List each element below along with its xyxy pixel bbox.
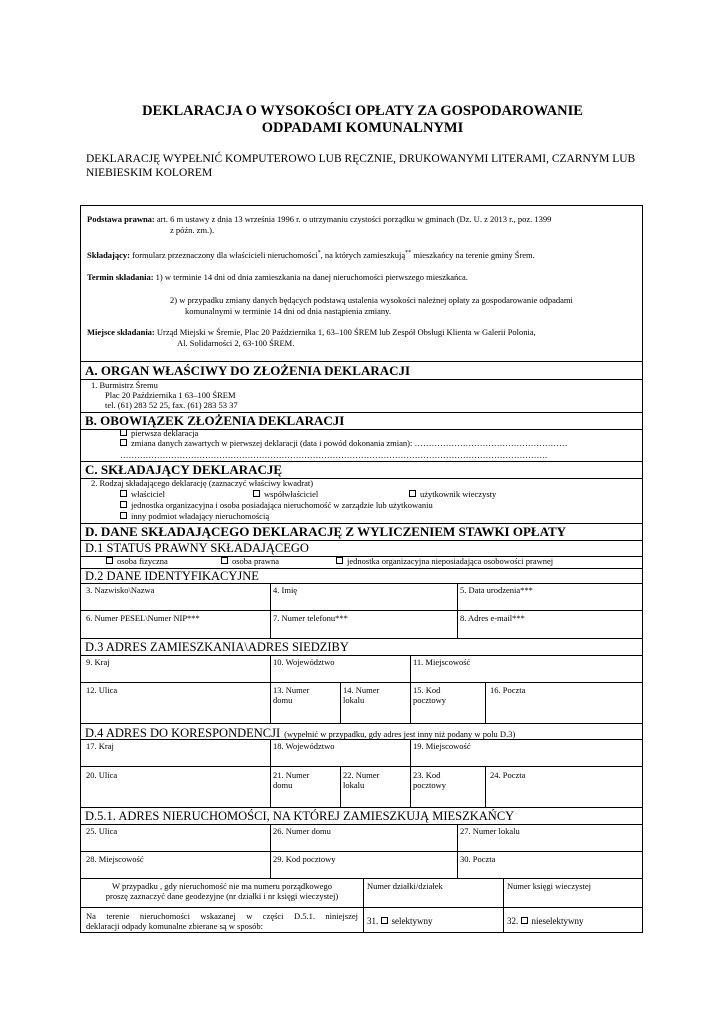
podstawa-prawna: [87, 214, 637, 225]
checkbox-nieselektywny[interactable]: [521, 917, 528, 924]
field-kor-ulica[interactable]: 20. Ulica: [86, 770, 118, 780]
field-kor-kod-pocztowy-l2: pocztowy: [413, 780, 447, 790]
option-jednostka-label: jednostka organizacyjna i osoba posiadająca nieruchomość w zarządzie lub użytkowaniu: [131, 500, 433, 510]
miejsce-info: [87, 327, 637, 338]
field-kod-pocztowy[interactable]: [413, 685, 446, 705]
option-uzytkownik[interactable]: [409, 489, 496, 500]
field-numer-ksiegi[interactable]: Numer księgi wieczystej: [507, 881, 592, 891]
organ-address-2: tel. (61) 283 52 25, fax. (61) 283 53 37: [105, 400, 238, 410]
field-kor-numer-domu-l2: domu: [273, 780, 293, 790]
option-osoba-prawna-label: osoba prawna: [232, 556, 279, 566]
sposob-zbierania-note: [86, 911, 358, 931]
declaration-form: [80, 205, 643, 933]
option-uzytkownik-label: użytkownik wieczysty: [420, 489, 497, 499]
d51-header: D.5.1. ADRES NIERUCHOMOŚCI, NA KTÓREJ ZAMIESZKUJĄ MIESZKAŃCY: [85, 809, 515, 823]
field-nier-poczta[interactable]: 30. Poczta: [460, 854, 496, 864]
field-numer-dzialki[interactable]: Numer działki/działek: [367, 881, 443, 891]
miejsce-2: Al. Solidarności 2, 63-100 ŚREM.: [177, 338, 295, 348]
field-numer-domu-l2: domu: [273, 695, 293, 705]
termin-2b: komunalnymi w terminie 14 dni od dnia nastąpienia zmiany.: [185, 306, 392, 316]
section-c-header: C. SKŁADAJĄCY DEKLARACJĘ: [85, 462, 283, 477]
section-c-item: 2. Rodzaj składającego deklarację (zaznaczyć właściwy kwadrat): [91, 478, 314, 488]
option-selektywny[interactable]: [367, 916, 433, 926]
field-numer-domu-l1: 13. Numer: [273, 685, 310, 695]
field-poczta[interactable]: 16. Poczta: [490, 685, 526, 695]
field-31-number: 31.: [367, 916, 379, 926]
checkbox-wlasciciel[interactable]: [120, 490, 127, 497]
field-numer-lokalu-l2: lokalu: [343, 695, 365, 705]
option-inny-label: inny podmiot władający nieruchomością: [131, 511, 270, 521]
geodezja-note: [86, 881, 358, 901]
geodezja-note-l1: W przypadku , gdy nieruchomość nie ma numeru porządkowego: [111, 881, 333, 891]
sposob-note-l2: deklaracji odpady komunalne zbierane są w sposób:: [86, 921, 264, 931]
termin-label: Termin składania:: [87, 272, 154, 282]
field-32-number: 32.: [507, 916, 519, 926]
geodezja-note-l2: proszę zaznaczyć dane geodezyjne (nr działki i nr księgi wieczystej): [105, 891, 339, 901]
field-kraj[interactable]: 9. Kraj: [86, 657, 110, 667]
zmiana-dots: …………………………………………………………………………………………………………………………………….: [120, 450, 548, 460]
field-nier-numer-domu[interactable]: 26. Numer domu: [273, 826, 331, 836]
checkbox-jednostka[interactable]: [120, 501, 127, 508]
d1-header: D.1 STATUS PRAWNY SKŁADAJĄCEGO: [85, 541, 309, 555]
field-miejscowosc[interactable]: 11. Miejscowość: [413, 657, 471, 667]
option-jednostka-nieposiadajaca-label: jednostka organizacyjna nieposiadająca osobowości prawnej: [347, 556, 554, 566]
skladajacy-text-a: formularz przeznaczony dla właścicieli nieruchomości: [132, 249, 318, 260]
option-osoba-prawna[interactable]: [221, 556, 279, 567]
title-line-1: DEKLARACJA O WYSOKOŚCI OPŁATY ZA GOSPODAROWANIE: [142, 103, 583, 119]
termin-info: [87, 272, 637, 283]
page-title: [60, 103, 665, 137]
termin-2a: 2) w przypadku zmiany danych będących podstawą ustalenia wysokości należnej opłaty za gospodarowanie odpadami: [170, 295, 573, 305]
option-zmiana[interactable]: [120, 438, 567, 449]
checkbox-zmiana[interactable]: [120, 439, 127, 446]
skladajacy-text-b: , na których zamieszkują: [320, 249, 406, 260]
checkbox-osoba-prawna[interactable]: [221, 557, 228, 564]
d4-header: D.4 ADRES DO KORESPONDENCJI: [85, 726, 281, 740]
section-a-item: 1. Burmistrz Śremu: [91, 380, 158, 390]
checkbox-osoba-fizyczna[interactable]: [106, 557, 113, 564]
podstawa-text: art. 6 m ustawy z dnia 13 września 1996 r. o utrzymaniu czystości porządku w gminach (Dz. U. z 2013 r., poz. 1399: [156, 214, 552, 224]
field-nier-miejscowosc[interactable]: 28. Miejscowość: [86, 854, 144, 864]
option-wlasciciel-label: właściciel: [131, 489, 165, 499]
field-kor-kod-pocztowy[interactable]: [413, 770, 446, 790]
field-numer-domu[interactable]: [273, 685, 309, 705]
field-kor-numer-domu-l1: 21. Numer: [273, 770, 310, 780]
termin-1: 1) w terminie 14 dni od dnia zamieszkania na danej nieruchomości pierwszego mieszkańca.: [155, 272, 468, 282]
field-kod-pocztowy-l2: pocztowy: [413, 695, 447, 705]
checkbox-wspolwlasciciel[interactable]: [253, 490, 260, 497]
option-nieselektywny-label: nieselektywny: [531, 916, 584, 926]
field-kod-pocztowy-l1: 15. Kod: [413, 685, 441, 695]
option-wspolwlasciciel[interactable]: [253, 489, 318, 500]
option-jednostka-nieposiadajaca[interactable]: [336, 556, 553, 567]
option-jednostka[interactable]: [120, 500, 433, 511]
section-d-header: D. DANE SKŁADAJĄCEGO DEKLARACJĘ Z WYLICZENIEM STAWKI OPŁATY: [85, 524, 567, 539]
field-kor-poczta[interactable]: 24. Poczta: [490, 770, 526, 780]
field-nier-kod-pocztowy[interactable]: 29. Kod pocztowy: [273, 854, 336, 864]
option-nieselektywny[interactable]: [507, 916, 584, 926]
checkbox-selektywny[interactable]: [381, 917, 388, 924]
field-kor-kod-pocztowy-l1: 23. Kod: [413, 770, 441, 780]
skladajacy-sup-1: *: [317, 250, 321, 256]
field-kor-wojewodztwo[interactable]: 18. Województwo: [273, 741, 335, 751]
d2-header: D.2 DANE IDENTYFIKACYJNE: [85, 569, 259, 583]
skladajacy-sup-2: **: [405, 250, 412, 256]
option-wlasciciel[interactable]: [120, 489, 165, 500]
field-telefon[interactable]: 7. Numer telefonu***: [273, 613, 348, 623]
checkbox-pierwsza[interactable]: [120, 429, 127, 436]
field-kor-numer-domu[interactable]: [273, 770, 309, 790]
skladajacy-info: [87, 248, 637, 260]
field-kor-numer-lokalu-l2: lokalu: [343, 780, 365, 790]
field-nazwisko[interactable]: 3. Nazwisko\Nazwa: [86, 585, 155, 595]
option-wspolwlasciciel-label: współwłaściciel: [264, 489, 319, 499]
checkbox-uzytkownik[interactable]: [409, 490, 416, 497]
podstawa-text-cont: z późn. zm.).: [170, 225, 215, 235]
field-kor-kraj[interactable]: 17. Kraj: [86, 741, 114, 751]
organ-address-1: Plac 20 Października 1 63–100 ŚREM: [105, 390, 236, 400]
field-kor-numer-lokalu-l1: 22. Numer: [343, 770, 380, 780]
section-b-header: B. OBOWIĄZEK ZŁOŻENIA DEKLARACJI: [85, 413, 345, 428]
field-kor-numer-lokalu[interactable]: [343, 770, 379, 790]
field-data-urodzenia[interactable]: 5. Data urodzenia***: [460, 585, 533, 595]
option-osoba-fizyczna-label: osoba fizyczna: [117, 556, 168, 566]
podstawa-label: Podstawa prawna:: [87, 214, 155, 224]
field-kor-miejscowosc[interactable]: 19. Miejscowość: [413, 741, 471, 751]
skladajacy-text-c: mieszkańcy na terenie gminy Śrem.: [411, 249, 535, 260]
skladajacy-label: Składający:: [87, 249, 130, 260]
field-imie[interactable]: 4. Imię: [273, 585, 298, 595]
title-line-2: ODPADAMI KOMUNALNYMI: [261, 120, 464, 136]
field-nier-numer-lokalu[interactable]: 27. Numer lokalu: [460, 826, 520, 836]
section-a-header: A. ORGAN WŁAŚCIWY DO ZŁOŻENIA DEKLARACJI: [85, 363, 411, 378]
checkbox-jednostka-nieposiadajaca[interactable]: [336, 557, 343, 564]
field-nier-ulica[interactable]: 25. Ulica: [86, 826, 118, 836]
d4-note: (wypełnić w przypadku, gdy adres jest inny niż podany w polu D.3): [284, 729, 516, 739]
sposob-note-l1: Na terenie nieruchomości wskazanej w części D.5.1. niniejszej: [86, 911, 358, 921]
miejsce-1: Urząd Miejski w Śremie, Plac 20 Października 1, 63–100 ŚREM lub Zespół Obsługi Klienta w Galerii Polonia,: [156, 327, 536, 337]
field-pesel-nip[interactable]: 6. Numer PESEL\Numer NIP***: [86, 613, 200, 623]
option-pierwsza-label: pierwsza deklaracja: [131, 428, 199, 438]
checkbox-inny[interactable]: [120, 512, 127, 519]
field-email[interactable]: 8. Adres e-mail***: [460, 613, 525, 623]
option-zmiana-label: zmiana danych zawartych w pierwszej deklaracji (data i powód dokonania zmian): ………………………………………………: [131, 438, 568, 448]
miejsce-label: Miejsce składania:: [87, 327, 155, 337]
d3-header: D.3 ADRES ZAMIESZKANIA\ADRES SIEDZIBY: [85, 640, 349, 654]
intro-instruction: DEKLARACJĘ WYPEŁNIĆ KOMPUTEROWO LUB RĘCZNIE, DRUKOWANYMI LITERAMI, CZARNYM LUB NIEBIESKIM KOLOREM: [86, 153, 636, 179]
option-selektywny-label: selektywny: [391, 916, 433, 926]
option-pierwsza[interactable]: [120, 428, 198, 439]
option-inny[interactable]: [120, 511, 269, 522]
field-wojewodztwo[interactable]: 10. Województwo: [273, 657, 335, 667]
field-numer-lokalu-l1: 14. Numer: [343, 685, 380, 695]
field-numer-lokalu[interactable]: [343, 685, 379, 705]
field-ulica[interactable]: 12. Ulica: [86, 685, 118, 695]
option-osoba-fizyczna[interactable]: [106, 556, 168, 567]
